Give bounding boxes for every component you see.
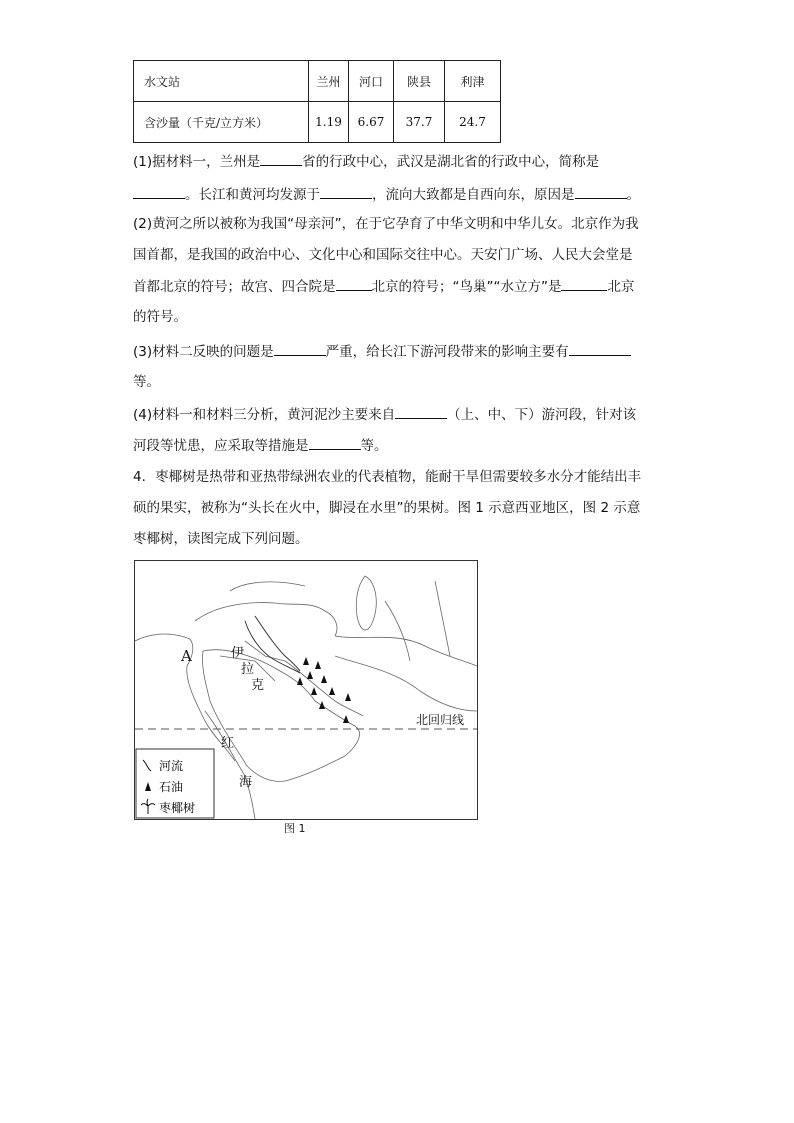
answer-blank[interactable]	[336, 276, 372, 291]
question-2-line-4: 的符号。	[133, 309, 187, 325]
table-header-cell: 兰州	[309, 61, 349, 102]
tropic-label: 北回归线	[416, 713, 465, 727]
question-3-line-1	[133, 341, 631, 362]
text: 省的行政中心，武汉是湖北省的行政中心，简称是	[302, 154, 600, 170]
border	[245, 641, 285, 661]
oil-icon	[297, 677, 303, 685]
border	[435, 581, 450, 656]
answer-blank[interactable]	[569, 341, 631, 356]
text: 。	[626, 187, 640, 203]
table-header-cell: 陕县	[394, 61, 445, 102]
table-header-cell: 利津	[445, 61, 501, 102]
text: 。长江和黄河均发源于	[185, 187, 320, 203]
problem-4-line-1: 4．枣椰树是热带和亚热带绿洲农业的代表植物，能耐干旱但需要较多水分才能结出丰	[133, 469, 642, 485]
legend-label: 枣椰树	[159, 801, 196, 815]
label-a: A	[181, 647, 192, 665]
border	[335, 656, 477, 711]
table-cell: 1.19	[309, 102, 349, 143]
oil-icon	[329, 687, 335, 695]
question-2-line-3	[133, 276, 634, 297]
label-iraq-2: 拉	[241, 662, 255, 677]
river	[255, 616, 300, 671]
map-svg	[135, 561, 477, 819]
text: 严重，给长江下游河段带来的影响主要有	[325, 344, 569, 360]
sediment-table	[133, 60, 501, 143]
question-4-line-1	[133, 404, 636, 425]
oil-icon	[343, 715, 349, 723]
legend-label: 河流	[159, 759, 184, 773]
table-cell: 24.7	[445, 102, 501, 143]
table-header-cell: 河口	[349, 61, 394, 102]
text: 首都北京的符号；故宫、四合院是	[133, 279, 336, 295]
question-2-line-2: 国首都，是我国的政治中心、文化中心和国际交往中心。天安门广场、人民大会堂是	[133, 247, 633, 263]
border	[385, 601, 410, 661]
oil-icon	[315, 661, 321, 669]
coastline	[195, 603, 337, 636]
label-iraq-3: 克	[251, 678, 265, 693]
text: 北京的符号；“鸟巢”“水立方”是	[371, 279, 562, 295]
table-cell: 含沙量（千克/立方米）	[134, 102, 309, 143]
oil-icon	[307, 671, 313, 679]
oil-icon	[303, 657, 309, 665]
text: (3)材料二反映的问题是	[133, 344, 274, 360]
question-1-line-2	[133, 184, 640, 205]
answer-blank[interactable]	[133, 184, 185, 199]
label-red: 红	[221, 736, 235, 751]
oil-icon	[345, 693, 351, 701]
table-header-cell: 水文站	[134, 61, 309, 102]
figure-caption: 图 1	[284, 822, 306, 835]
table-row	[134, 102, 501, 143]
table-header-row	[134, 61, 501, 102]
answer-blank[interactable]	[561, 276, 607, 291]
legend-label: 石油	[159, 780, 184, 794]
text: 等。	[360, 438, 388, 454]
label-iraq-1: 伊	[231, 646, 245, 661]
question-4-line-2	[133, 435, 388, 456]
oil-icon	[311, 687, 317, 695]
label-sea: 海	[239, 775, 253, 790]
text: 河段等忧患，应采取等措施是	[133, 438, 309, 454]
oil-icon	[319, 701, 325, 709]
question-2-line-1: (2)黄河之所以被称为我国“母亲河”，在于它孕育了中华文明和中华儿女。北京作为我	[133, 216, 639, 232]
question-3-line-2: 等。	[133, 374, 160, 390]
oil-icon	[321, 675, 327, 683]
coastline	[230, 582, 305, 591]
text: 北京	[607, 279, 635, 295]
answer-blank[interactable]	[320, 184, 372, 199]
problem-4-line-2: 硕的果实，被称为“头长在火中，脚浸在水里”的果树。图 1 示意西亚地区，图 2 示意	[133, 500, 641, 516]
table-cell: 6.67	[349, 102, 394, 143]
text: ，流向大致都是自西向东，原因是	[372, 187, 575, 203]
caspian-sea	[356, 576, 376, 630]
answer-blank[interactable]	[260, 151, 302, 166]
text: (4)材料一和材料三分析，黄河泥沙主要来自	[133, 407, 396, 423]
text: （上、中、下）游河段，针对该	[447, 407, 637, 423]
table-cell: 37.7	[394, 102, 445, 143]
answer-blank[interactable]	[274, 341, 326, 356]
west-asia-map	[134, 560, 478, 820]
question-1-line-1	[133, 151, 599, 172]
problem-4-line-3: 枣椰树，读图完成下列问题。	[133, 531, 309, 547]
arabian-peninsula	[202, 650, 359, 782]
answer-blank[interactable]	[575, 184, 627, 199]
answer-blank[interactable]	[395, 404, 447, 419]
answer-blank[interactable]	[309, 435, 361, 450]
border	[335, 636, 477, 666]
text: (1)据材料一，兰州是	[133, 154, 261, 170]
